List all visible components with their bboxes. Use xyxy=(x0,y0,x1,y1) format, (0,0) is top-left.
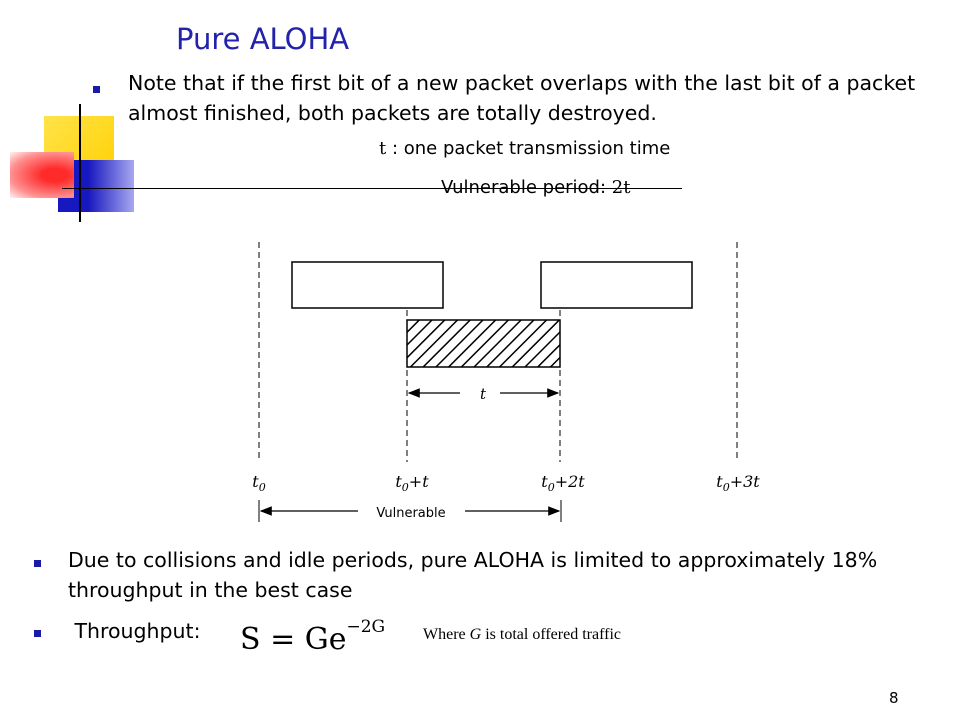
bullet-marker xyxy=(34,560,41,567)
vulnerable-period-label: Vulnerable period: xyxy=(441,177,612,198)
hatched-packet xyxy=(407,320,560,367)
definition-text: : one packet transmission time xyxy=(386,138,671,159)
interval-label: t xyxy=(479,385,487,403)
bullet-text-collisions: Due to collisions and idle periods, pure ALOHA is limited to approximately 18% throughput in the best case xyxy=(68,548,878,602)
formula-exponent: −2G xyxy=(346,617,386,637)
formula-note: Where G is total offered traffic xyxy=(423,626,621,643)
tick-label-t0-plus-t: $t_0+t$ xyxy=(395,472,429,494)
tick-label-t0-plus-2t: $t_0+2t$ xyxy=(541,472,585,494)
throughput-formula xyxy=(240,617,386,657)
bullet-text-throughput: Throughput: xyxy=(68,619,201,643)
bullet-marker xyxy=(34,630,41,637)
definition-symbol: t xyxy=(379,138,387,159)
bullet-text-overlap: Note that if the first bit of a new packet overlaps with the last bit of a packet almost finished, both packets are totally destroyed. xyxy=(128,71,916,125)
tick-label-t0-plus-3t: $t_0+3t$ xyxy=(716,472,760,494)
page-number: 8 xyxy=(889,689,899,707)
formula-lhs: S = Ge xyxy=(240,622,347,657)
vulnerable-period-value: 2t xyxy=(611,177,631,198)
tick-label-t0: $t_0$ xyxy=(252,472,266,494)
tick-labels xyxy=(252,472,760,494)
packet-box-left xyxy=(292,262,443,308)
vulnerable-arrow-label: Vulnerable xyxy=(376,506,446,521)
packet-box-right xyxy=(541,262,692,308)
slide-title: Pure ALOHA xyxy=(176,22,350,56)
